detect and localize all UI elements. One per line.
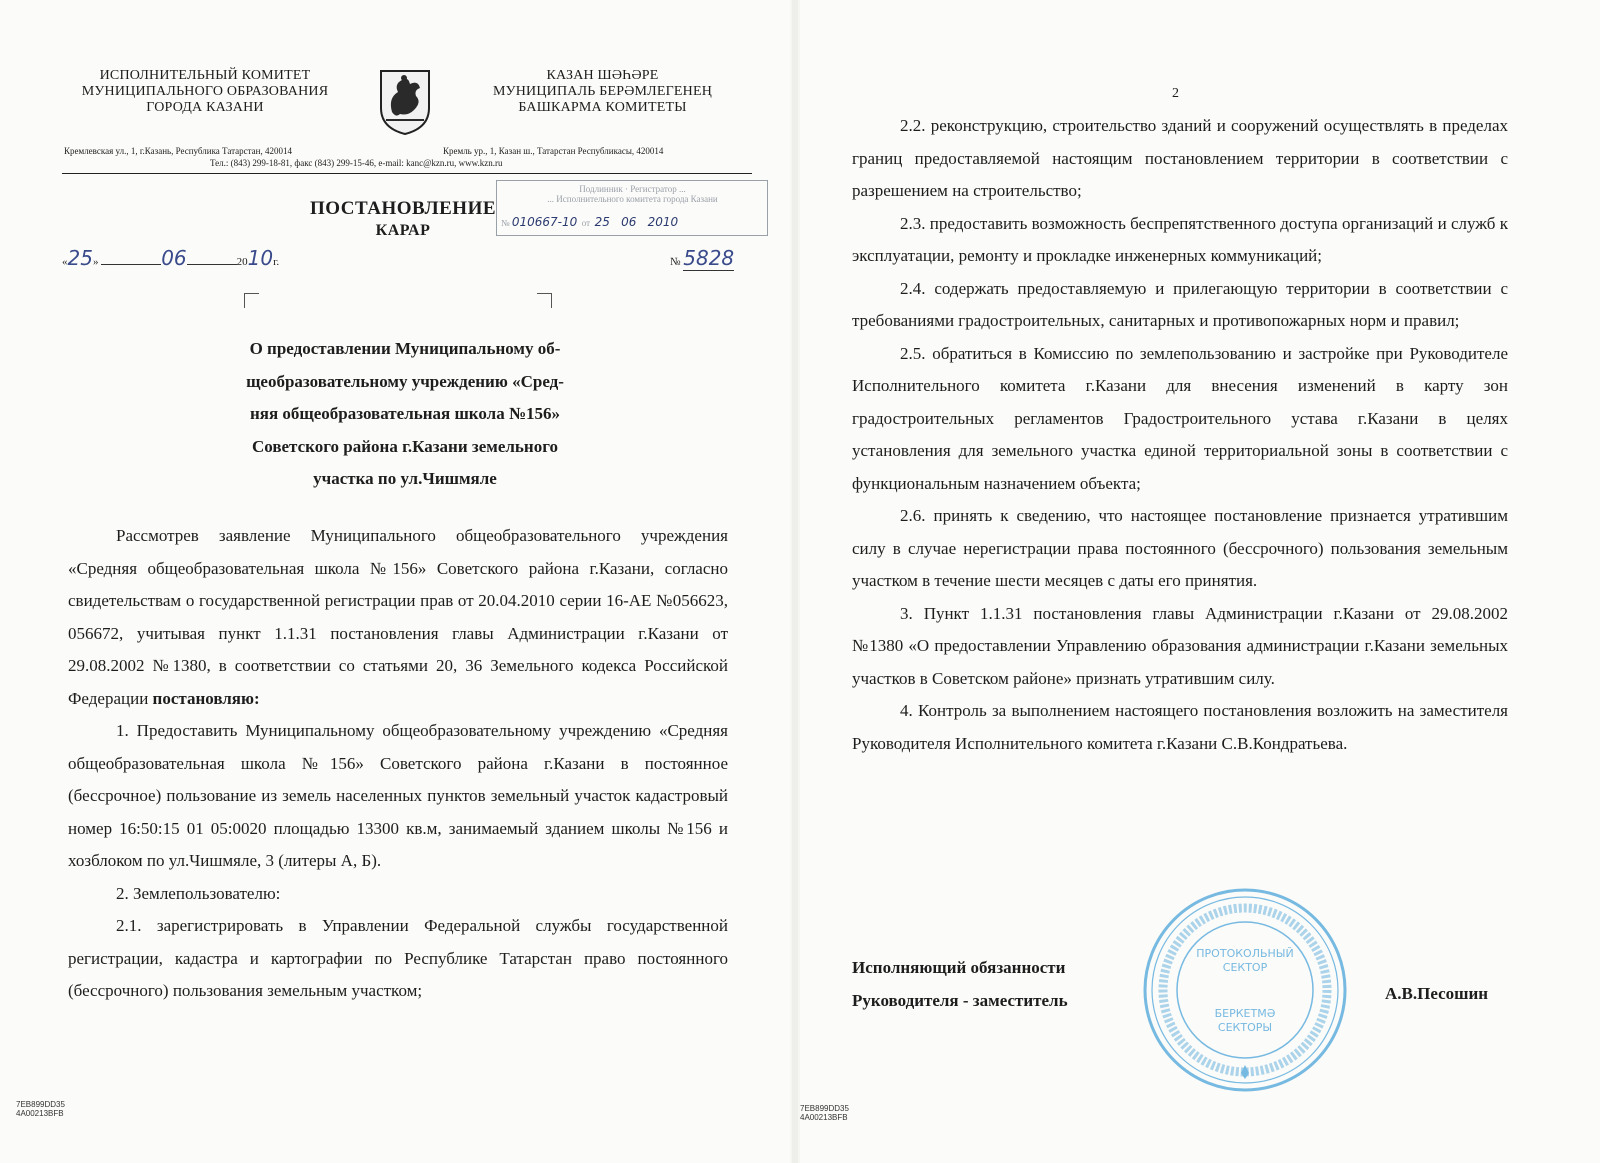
- page-fold: [792, 0, 798, 1163]
- document-subject: [170, 333, 640, 496]
- role-line: Руководителя - заместитель: [852, 990, 1068, 1010]
- paragraph-2-3: 2.3. предоставить возможность беспрепятственного доступа организаций и служб к эксплуатации, ремонту и прокладке инженерных коммуникаций;: [852, 213, 1508, 265]
- stamp-header: [505, 184, 760, 204]
- date-month: 06: [161, 246, 187, 270]
- document-title: [310, 198, 496, 240]
- registration-stamp: [496, 180, 768, 236]
- org-name-russian: [60, 68, 350, 116]
- footer-code-left: [16, 1100, 65, 1118]
- intro-resolution: постановляю:: [152, 688, 260, 708]
- paragraph-4: 4. Контроль за выполнением настоящего постановления возложить на заместителя Руководителя Исполнительного комитета г.Казани С.В.Кондратьева.: [852, 701, 1508, 753]
- date-year-end: г.: [273, 256, 280, 268]
- document-date: [62, 246, 279, 270]
- kazan-crest-icon: [378, 68, 432, 136]
- stamp-number: 010667-10: [511, 215, 578, 229]
- stamp-month: 06: [621, 215, 637, 229]
- official-seal-icon: [1140, 885, 1350, 1095]
- date-quote-open: «: [62, 256, 68, 268]
- signatory-role: [852, 952, 1068, 1017]
- number-value: 5828: [683, 246, 735, 270]
- date-quote-close: »: [92, 256, 99, 268]
- seal-text: ПРОТОКОЛЬНЫЙ: [1196, 947, 1294, 960]
- seal-text: СЕКТОРЫ: [1217, 1021, 1273, 1034]
- paragraph-2-1: 2.1. зарегистрировать в Управлении Федеральной службы государственной регистрации, кадастра и картографии по Республике Татарстан право постоянного (бессрочного) пользования земельным участком;: [68, 916, 728, 1000]
- footer-code-line: 4A00213BFB: [16, 1109, 64, 1118]
- seal-text: БЕРКЕТМӘ: [1214, 1007, 1276, 1020]
- date-year: 10: [247, 246, 274, 270]
- body-page-1: [68, 520, 728, 1008]
- seal-text: СЕКТОР: [1222, 961, 1268, 974]
- org-tt-line: БАШКАРМА КОМИТЕТЫ: [518, 100, 687, 115]
- org-name-tatar: [455, 68, 750, 116]
- subject-line: О предоставлении Муниципальному об-: [249, 339, 561, 358]
- stamp-entry: № 010667-10 от 25 06 2010: [501, 215, 679, 229]
- org-ru-line: ГОРОДА КАЗАНИ: [146, 100, 264, 115]
- paragraph-2-5: 2.5. обратиться в Комиссию по землепользованию и застройке при Руководителе Исполнительного комитета г.Казани для внесения изменений в карту зон градостроительных регламентов Градостроительного устава г.Казани в целях установления для земельного участка единой территориальной зоны в соответствии с функциональным назначением объекта;: [852, 343, 1508, 493]
- footer-code-right: [800, 1104, 849, 1122]
- address-russian: Кремлевская ул., 1, г.Казань, Республика Татарстан, 420014: [64, 146, 292, 156]
- signatory-name: А.В.Песошин: [1385, 984, 1489, 1003]
- date-year-prefix: 20: [236, 256, 248, 268]
- title-sub: КАРАР: [375, 222, 431, 239]
- footer-code-line: 7EB899DD35: [800, 1104, 849, 1113]
- corner-bracket-right: [537, 293, 552, 308]
- paragraph-1: 1. Предоставить Муниципальному общеобразовательному учреждению «Средняя общеобразовательная школа №156» Советского района г.Казани в постоянное (бессрочное) пользование из земель населенных пунктов земельный участок кадастровый номер 16:50:15 01 05:0020 площадью 13300 кв.м, занимаемый зданием школы №156 и хозблоком по ул.Чишмяле, 3 (литеры А, Б).: [68, 721, 728, 870]
- paragraph-2: 2. Землепользователю:: [116, 883, 281, 903]
- body-page-2: [852, 110, 1508, 760]
- contact-info: Тел.: (843) 299-18-81, факс (843) 299-15-46, e-mail: kanc@kzn.ru, www.kzn.ru: [210, 158, 503, 168]
- subject-line: щеобразовательному учреждению «Сред-: [246, 371, 564, 391]
- header-divider: [62, 173, 752, 174]
- paragraph-intro: [68, 520, 728, 715]
- document-number: [670, 246, 734, 270]
- subject-line: Советского района г.Казани земельного: [251, 436, 559, 456]
- stamp-line: Подлинник · Регистратор ...: [579, 184, 686, 194]
- title-main: ПОСТАНОВЛЕНИЕ: [310, 198, 497, 219]
- subject-line: няя общеобразовательная школа №156»: [249, 404, 561, 423]
- subject-line: участка по ул.Чишмяле: [313, 469, 497, 488]
- stamp-day: 25: [594, 215, 610, 229]
- footer-code-line: 4A00213BFB: [800, 1113, 848, 1122]
- footer-code-line: 7EB899DD35: [16, 1100, 65, 1109]
- org-tt-line: МУНИЦИПАЛЬ БЕРӘМЛЕГЕНЕҢ: [492, 84, 713, 99]
- org-ru-line: МУНИЦИПАЛЬНОГО ОБРАЗОВАНИЯ: [81, 84, 329, 99]
- stamp-line: ... Исполнительного комитета города Казани: [547, 194, 718, 204]
- paragraph-2-4: 2.4. содержать предоставляемую и прилегающую территории в соответствии с требованиями градостроительных, санитарных и противопожарных норм и правил;: [852, 278, 1508, 330]
- date-day: 25: [67, 246, 93, 270]
- org-tt-line: КАЗАН ШӘҺӘРЕ: [546, 68, 659, 83]
- paragraph-2-2: 2.2. реконструкцию, строительство зданий и сооружений осуществлять в пределах границ предоставляемой настоящим постановлением территории в соответствии с разрешением на строительство;: [852, 116, 1508, 200]
- stamp-year: 2010: [647, 215, 679, 229]
- number-prefix: №: [670, 256, 681, 268]
- paragraph-3: 3. Пункт 1.1.31 постановления главы Администрации г.Казани от 29.08.2002 №1380 «О предоставлении Управлению образования администрации г.Казани земельных участков в Советском районе» признать утратившим силу.: [852, 603, 1508, 688]
- page-number: 2: [1172, 86, 1179, 101]
- role-line: Исполняющий обязанности: [852, 958, 1066, 977]
- org-ru-line: ИСПОЛНИТЕЛЬНЫЙ КОМИТЕТ: [99, 68, 311, 83]
- corner-bracket-left: [244, 293, 259, 308]
- intro-text: Рассмотрев заявление Муниципального общеобразовательного учреждения «Средняя общеобразовательная школа №156» Советского района г.Казани, согласно свидетельствам о государственной регистрации прав от 20.04.2010 серии 16-АЕ №056623, 056672, учитывая пункт 1.1.31 постановления главы Администрации г.Казани от 29.08.2002 №1380, в соответствии со статьями 20, 36 Земельного кодекса Российской Федерации: [68, 526, 728, 708]
- address-tatar: Кремль ур., 1, Казан ш., Татарстан Республикасы, 420014: [443, 146, 664, 156]
- paragraph-2-6: 2.6. принять к сведению, что настоящее постановление признается утратившим силу в случае нерегистрации права постоянного (бессрочного) пользования земельным участком в течение шести месяцев с даты его принятия.: [852, 506, 1508, 590]
